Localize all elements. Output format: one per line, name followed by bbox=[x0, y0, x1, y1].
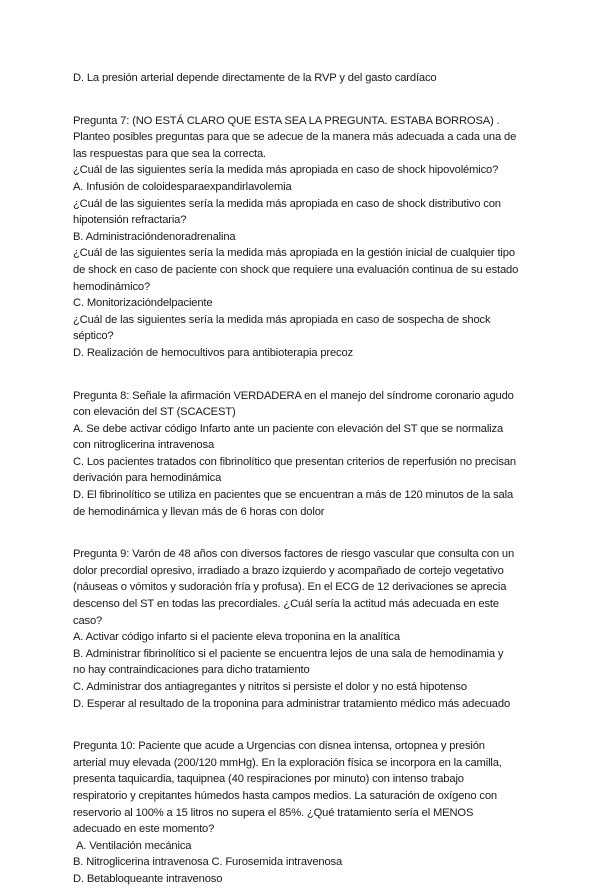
text-line: presenta taquicardia, taquipnea (40 respiraciones por minuto) con intenso trabajo bbox=[73, 773, 464, 786]
answer-option-a: A. Infusión de coloidesparaexpandirlavolemia bbox=[73, 180, 292, 193]
answer-option-d: D. Betabloqueante intravenoso bbox=[73, 872, 223, 885]
text-line: hipotensión refractaria? bbox=[73, 214, 187, 227]
text-line: caso? bbox=[73, 614, 103, 627]
answer-option-d: D. El fibrinolítico se utiliza en pacientes que se encuentran a más de 120 minutos de la sala bbox=[73, 489, 514, 502]
question-7 bbox=[73, 113, 535, 362]
answer-option-d: D. Realización de hemocultivos para antibioterapia precoz bbox=[73, 346, 353, 359]
text-line: dolor precordial opresivo, irradiado a brazo izquierdo y acompañado de cortejo vegetativo bbox=[73, 564, 504, 577]
answer-option-a: A. Activar código infarto si el paciente eleva troponina en la analítica bbox=[73, 631, 400, 644]
question-10-header: Pregunta 10: Paciente que acude a Urgencias con disnea intensa, ortopnea y presión bbox=[73, 740, 485, 753]
text-line: D. La presión arterial depende directamente de la RVP y del gasto cardíaco bbox=[73, 72, 437, 84]
text-line: de hemodinámica y llevan más de 6 horas con dolor bbox=[73, 505, 325, 518]
question-10 bbox=[73, 738, 535, 887]
question-9 bbox=[73, 546, 535, 712]
question-8-header: Pregunta 8: Señale la afirmación VERDADERA en el manejo del síndrome coronario agudo bbox=[73, 389, 514, 402]
previous-answer-d bbox=[73, 70, 535, 87]
question-9-header: Pregunta 9: Varón de 48 años con diversos factores de riesgo vascular que consulta con un bbox=[73, 548, 515, 561]
text-line: de shock en caso de paciente con shock que requiere una evaluación continua de su estado bbox=[73, 263, 519, 276]
paragraph-gap bbox=[73, 362, 535, 388]
text-line: no hay contraindicaciones para dicho tratamiento bbox=[73, 664, 310, 677]
text-line: (náuseas o vómitos y sudoración fría y profusa). En el ECG de 12 derivaciones se aprecia bbox=[73, 581, 507, 594]
text-line: adecuado en este momento? bbox=[73, 823, 215, 836]
answer-option-a: A. Se debe activar código Infarto ante un paciente con elevación del ST que se normaliza bbox=[73, 422, 504, 435]
text-line: derivación para hemodinámica bbox=[73, 472, 222, 485]
answer-option-d: D. Esperar al resultado de la troponina para administrar tratamiento médico más adecuado bbox=[73, 697, 511, 710]
text-line: ¿Cuál de las siguientes sería la medida más apropiada en caso de shock distributivo con bbox=[73, 197, 501, 210]
answer-option-b: B. Administrar fibrinolítico si el paciente se encuentra lejos de una sala de hemodinamia y bbox=[73, 647, 504, 660]
text-line: hemodinámico? bbox=[73, 280, 151, 293]
text-line: ¿Cuál de las siguientes sería la medida más apropiada en la gestión inicial de cualquier tipo bbox=[73, 247, 515, 260]
paragraph-gap bbox=[73, 712, 535, 738]
text-line: séptico? bbox=[73, 330, 114, 343]
text-line: reservorio al 100% a 15 litros no supera el 85%. ¿Qué tratamiento sería el MENOS bbox=[73, 806, 474, 819]
answer-option-b: B. Administracióndenoradrenalina bbox=[73, 230, 236, 243]
document-page bbox=[73, 70, 535, 888]
text-line: descenso del ST en todas las precordiales. ¿Cuál sería la actitud más adecuada en este bbox=[73, 598, 499, 611]
question-8 bbox=[73, 388, 535, 521]
text-line: las respuestas para que sea la correcta. bbox=[73, 147, 266, 160]
text-line: ¿Cuál de las siguientes sería la medida más apropiada en caso de shock hipovolémico? bbox=[73, 164, 499, 177]
paragraph-gap bbox=[73, 87, 535, 113]
text-line: Planteo posibles preguntas para que se adecue de la manera más adecuada a cada una de bbox=[73, 131, 517, 144]
answer-option-c: C. Los pacientes tratados con fibrinolítico que presentan criterios de reperfusión no precisan bbox=[73, 455, 516, 468]
paragraph-gap bbox=[73, 520, 535, 546]
question-7-header: Pregunta 7: (NO ESTÁ CLARO QUE ESTA SEA LA PREGUNTA. ESTABA BORROSA) . bbox=[73, 114, 500, 127]
answer-option-a: A. Ventilación mecánica bbox=[76, 839, 192, 852]
text-line: respiratorio y crepitantes húmedos hasta campos medios. La saturación de oxígeno con bbox=[73, 789, 497, 802]
text-line: ¿Cuál de las siguientes sería la medida más apropiada en caso de sospecha de shock bbox=[73, 313, 491, 326]
answer-option-c: C. Monitorizacióndelpaciente bbox=[73, 297, 213, 310]
text-line: con nitroglicerina intravenosa bbox=[73, 439, 215, 452]
answer-option-c: C. Administrar dos antiagregantes y nitritos si persiste el dolor y no está hipotenso bbox=[73, 681, 467, 693]
text-line: arterial muy elevada (200/120 mmHg). En la exploración física se incorpora en la camilla, bbox=[73, 756, 502, 769]
text-line: con elevación del ST (SCACEST) bbox=[73, 406, 236, 419]
answer-options-b-c: B. Nitroglicerina intravenosa C. Furosemida intravenosa bbox=[73, 856, 343, 869]
